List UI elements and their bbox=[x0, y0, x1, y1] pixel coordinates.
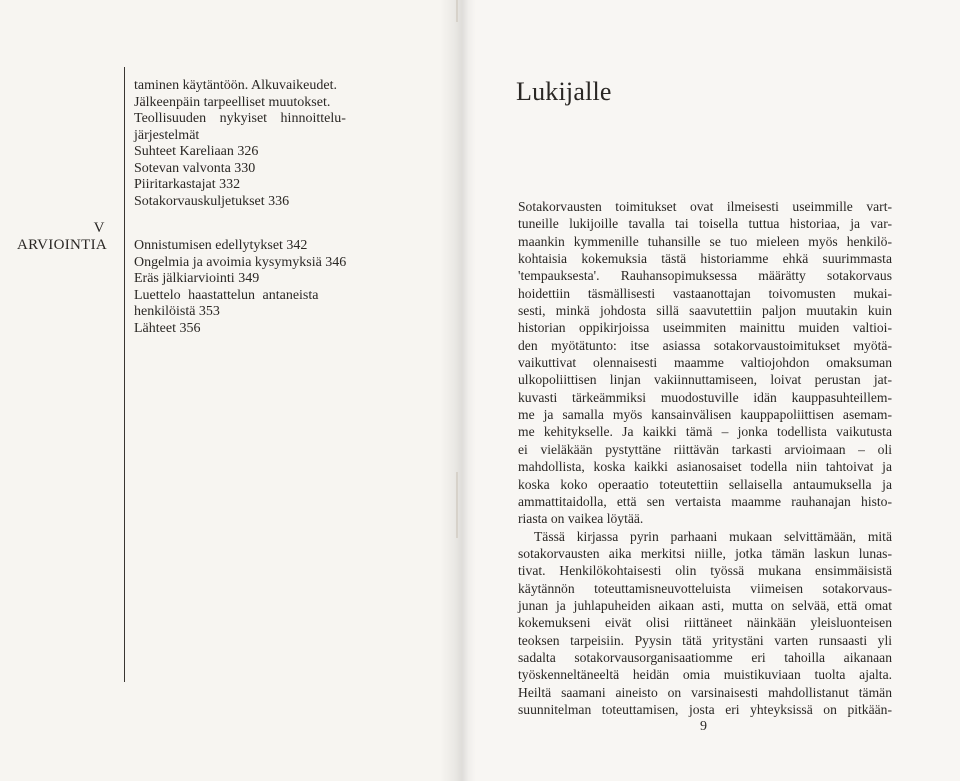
page-number: 9 bbox=[700, 719, 707, 734]
text-line: 'tempauksesta'. Rauhansopimuksessa määrätty sotakorvaus bbox=[518, 268, 892, 284]
text-line: Heiltä saamani aineisto on varsinaisesti mahdollistanut tämän bbox=[518, 684, 892, 700]
toc-line: Ongelmia ja avoimia kysymyksiä 346 bbox=[134, 254, 347, 270]
text-line: ammattitaidolla, että sen vertaista maamme rauhanajan histo- bbox=[518, 493, 892, 509]
toc-line: Jälkeenpäin tarpeelliset muutokset. bbox=[134, 94, 331, 110]
text-line: me kehitykselle. Ja kaikki tämä – jonka todellista vaikutusta bbox=[518, 424, 892, 440]
text-line: den myötätunto: itse asiassa sotakorvaustoimitukset myötä- bbox=[518, 337, 892, 353]
text-line: hoidettiin täsmällisesti vastaanottajan toivomusten mukai- bbox=[518, 285, 892, 301]
text-line: Tässä kirjassa pyrin parhaani mukaan selvittämään, mitä bbox=[534, 528, 892, 544]
text-line: työskenneltäneeltä heidän omia muistikuviaan tuolta ajalta. bbox=[518, 667, 892, 683]
text-line: sotakorvausten aika merkitsi niille, jotka tämän laskun lunas- bbox=[518, 545, 892, 561]
text-line: ei vieläkään pystyttäne riittävän tarkasti arvioimaan – oli bbox=[518, 441, 892, 457]
toc-line: Lähteet 356 bbox=[134, 320, 201, 336]
toc-line: Luettelo haastattelun antaneista bbox=[134, 287, 319, 303]
text-line: tuneille lukijoille tavalla tai toisella tuttua historiaa, ja var- bbox=[518, 216, 892, 232]
toc-line: taminen käytäntöön. Alkuvaikeudet. bbox=[134, 78, 337, 93]
text-line: mahdollista, koska kaikki asianosaiset todella niin tahtoivat ja bbox=[518, 459, 892, 475]
chapter-title: Lukijalle bbox=[516, 77, 612, 106]
text-line: me ja samalla myös kansainvälisen kauppapoliittisen asemam- bbox=[518, 407, 892, 423]
text-line: sesti, minkä johdosta sillä saavutettiin paljon muutakin kuin bbox=[518, 303, 892, 319]
toc-vertical-rule bbox=[124, 67, 125, 682]
preface-body bbox=[518, 198, 892, 718]
text-line: historian oppikirjoissa useimmiten mainittu muiden valtioi- bbox=[518, 320, 892, 336]
book-gutter bbox=[440, 0, 476, 781]
text-line: kuvasti tärkeämmiksi muodostuville idän kauppasuhteillem- bbox=[518, 389, 892, 405]
text-line: sadalta sotakorvausorganisaatiomme eri tahoilla aikanaan bbox=[518, 649, 892, 665]
text-line: Sotakorvausten toimitukset ovat ilmeisesti useimmille vart- bbox=[518, 199, 892, 214]
text-line: junan ja juhlapuheiden aikaan asti, mutta on selvää, että omat bbox=[518, 597, 892, 613]
toc-line: Sotevan valvonta 330 bbox=[134, 160, 256, 176]
toc-list-part-v bbox=[134, 238, 370, 337]
binding-stitch bbox=[456, 472, 458, 538]
text-line: tivat. Henkilökohtaisesti olin työssä mukana ensimmäisistä bbox=[518, 563, 892, 579]
text-line: maankin kymmenille tuhansille se tuo mieleen myös henkilö- bbox=[518, 233, 892, 249]
part-title: ARVIOINTIA bbox=[16, 237, 108, 253]
toc-line: Piiritarkastajat 332 bbox=[134, 177, 241, 192]
text-line: koska koko operaatio toteutettiin sellaisella antaumuksella ja bbox=[518, 476, 892, 492]
text-line: teoksen tarpeisiin. Pyysin tätä yritystäni varten runsaasti yli bbox=[518, 632, 892, 648]
part-numeral: V bbox=[93, 220, 105, 236]
binding-stitch bbox=[456, 0, 458, 22]
left-page bbox=[0, 0, 468, 781]
toc-line: Eräs jälkiarviointi 349 bbox=[134, 271, 260, 286]
text-line: ulkopoliittisen linjan vakiinnuttamiseen, loivat perustan jat- bbox=[518, 372, 892, 388]
text-line: suunnitelman toteuttamisen, josta eri yhteyksissä on pitkään- bbox=[518, 701, 892, 717]
text-line: kohtaisia kokemuksia tästä historiamme ehkä suurimmasta bbox=[518, 251, 892, 267]
text-line: vaikuttivat olennaisesti maamme valtiojohdon omaksuman bbox=[518, 355, 892, 371]
toc-line: Sotakorvauskuljetukset 336 bbox=[134, 193, 290, 209]
toc-line: Onnistumisen edellytykset 342 bbox=[134, 238, 308, 253]
text-line: käytännön toteuttamisneuvotteluista viimeisen sotakorvaus- bbox=[518, 580, 892, 596]
text-line: kokemukseni eivät olisi riittäneet näinkään yleisluonteisen bbox=[518, 615, 892, 631]
toc-list-part-iv bbox=[134, 78, 370, 210]
text-line: riasta on vaikea löytää. bbox=[518, 511, 644, 527]
toc-line: henkilöistä 353 bbox=[134, 304, 220, 319]
toc-line: Suhteet Kareliaan 326 bbox=[134, 144, 259, 159]
toc-line: Teollisuuden nykyiset hinnoittelu- bbox=[134, 111, 346, 126]
toc-line: järjestelmät bbox=[134, 127, 200, 143]
